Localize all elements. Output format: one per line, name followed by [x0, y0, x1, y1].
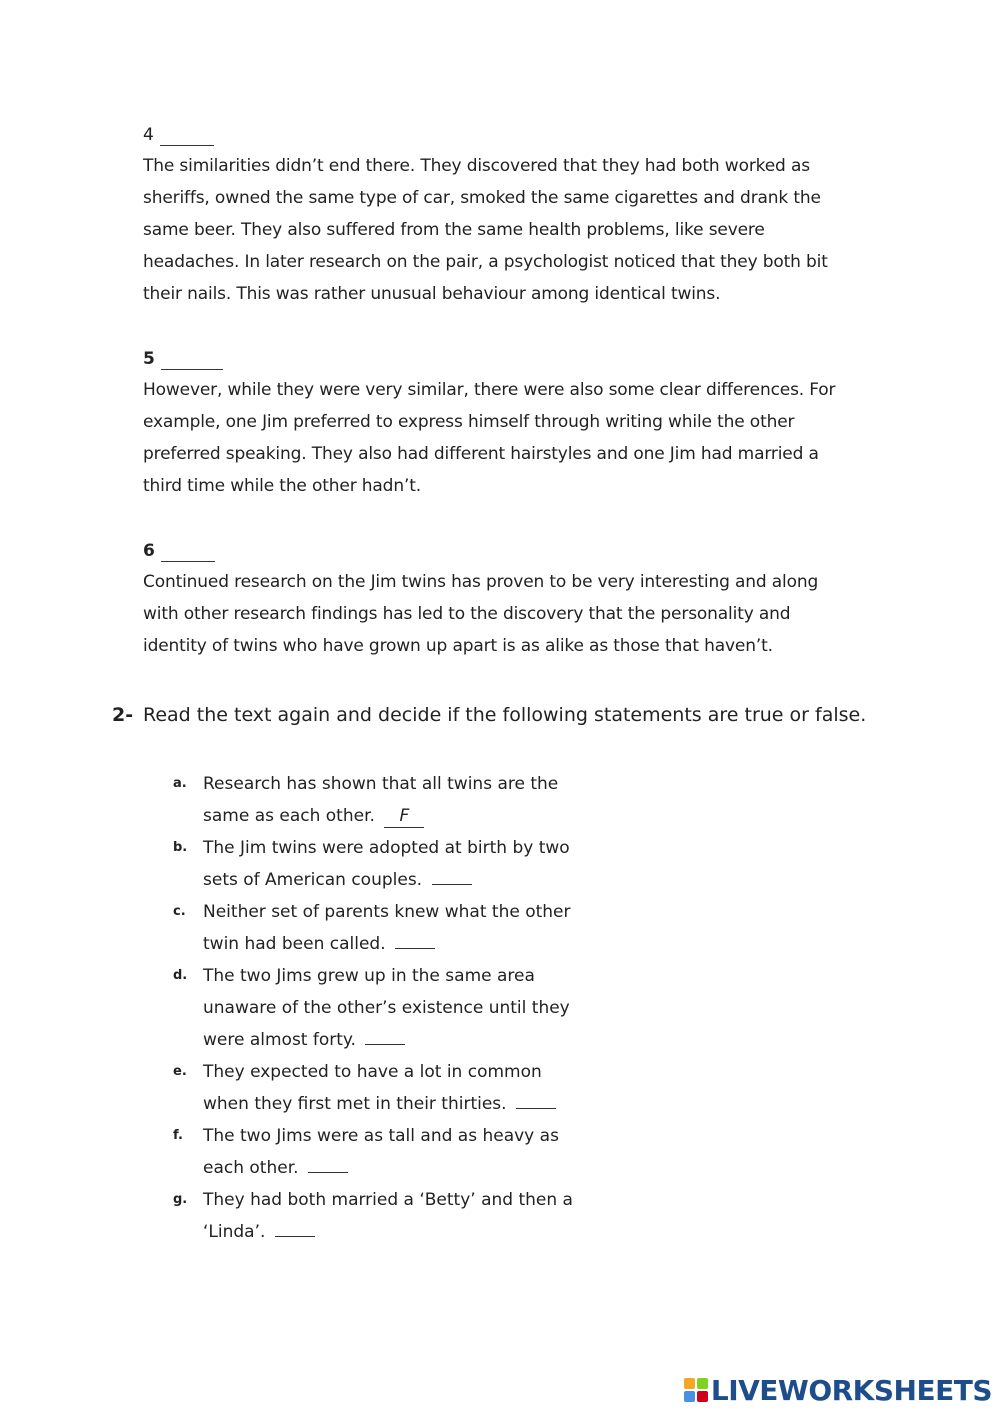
statement-text: They expected to have a lot in common when they first met in their thirties.	[203, 1062, 542, 1114]
statement-letter: a.	[173, 776, 187, 791]
paragraph-heading	[143, 348, 843, 370]
paragraph-5	[143, 348, 843, 502]
statement-b	[173, 832, 593, 896]
answer-input[interactable]	[395, 948, 435, 949]
paragraph-heading	[143, 540, 843, 562]
statement-letter: g.	[173, 1192, 188, 1207]
paragraph-4	[143, 124, 843, 310]
heading-answer-blank[interactable]	[160, 131, 214, 146]
answer-input[interactable]	[516, 1108, 556, 1109]
statement-e	[173, 1056, 593, 1120]
statement-letter: c.	[173, 904, 186, 919]
logo-square	[684, 1391, 695, 1402]
statement-letter: e.	[173, 1064, 187, 1079]
answer-input[interactable]	[308, 1172, 348, 1173]
answer-input[interactable]: F	[384, 805, 424, 828]
answer-input[interactable]	[365, 1044, 405, 1045]
statement-text: They had both married a ‘Betty’ and then a ‘Linda’.	[203, 1190, 573, 1242]
statement-letter: d.	[173, 968, 188, 983]
paragraph-number: 4	[143, 125, 154, 145]
statement-d	[173, 960, 593, 1056]
logo-square	[697, 1378, 708, 1389]
logo-square	[697, 1391, 708, 1402]
statement-text: The Jim twins were adopted at birth by two sets of American couples.	[203, 838, 570, 890]
statement-text: Neither set of parents knew what the other twin had been called.	[203, 902, 571, 954]
logo-text: LIVEWORKSHEETS	[710, 1373, 992, 1407]
answer-input[interactable]	[275, 1236, 315, 1237]
paragraph-text: The similarities didn’t end there. They discovered that they had both worked as sheriffs, owned the same type of car, smoked the same cigarettes and drank the same beer. They also suffered from the same health problems, like severe headaches. In later research on the pair, a psychologist noticed that they both bit their nails. This was rather unusual behaviour among identical twins.	[143, 156, 828, 304]
paragraph-6	[143, 540, 843, 662]
statement-a	[173, 768, 593, 832]
paragraph-heading	[143, 124, 843, 146]
paragraph-number: 6	[143, 541, 155, 561]
statement-text: The two Jims grew up in the same area unaware of the other’s existence until they were almost forty.	[203, 966, 570, 1050]
statement-f	[173, 1120, 593, 1184]
statements-list	[173, 768, 593, 1248]
paragraph-number: 5	[143, 349, 155, 369]
logo-mark-icon	[684, 1378, 708, 1402]
liveworksheets-logo	[684, 1375, 992, 1405]
question-2	[112, 700, 872, 730]
statement-letter: b.	[173, 840, 188, 855]
statement-letter: f.	[173, 1128, 183, 1143]
statement-text: Research has shown that all twins are the same as each other.	[203, 774, 559, 826]
question-number: 2-	[112, 704, 134, 726]
paragraph-text: However, while they were very similar, there were also some clear differences. For example, one Jim preferred to express himself through writing while the other preferred speaking. They also had different hairstyles and one Jim had married a third time while the other hadn’t.	[143, 380, 836, 496]
answer-input[interactable]	[432, 884, 472, 885]
statement-text: The two Jims were as tall and as heavy as each other.	[203, 1126, 559, 1178]
statement-g	[173, 1184, 593, 1248]
question-instruction: Read the text again and decide if the following statements are true or false.	[143, 704, 867, 726]
statement-c	[173, 896, 593, 960]
heading-answer-blank[interactable]	[161, 355, 223, 370]
paragraph-text: Continued research on the Jim twins has proven to be very interesting and along with other research findings has led to the discovery that the personality and identity of twins who have grown up apart is as alike as those that haven’t.	[143, 572, 819, 656]
heading-answer-blank[interactable]	[161, 547, 215, 562]
logo-square	[684, 1378, 695, 1389]
